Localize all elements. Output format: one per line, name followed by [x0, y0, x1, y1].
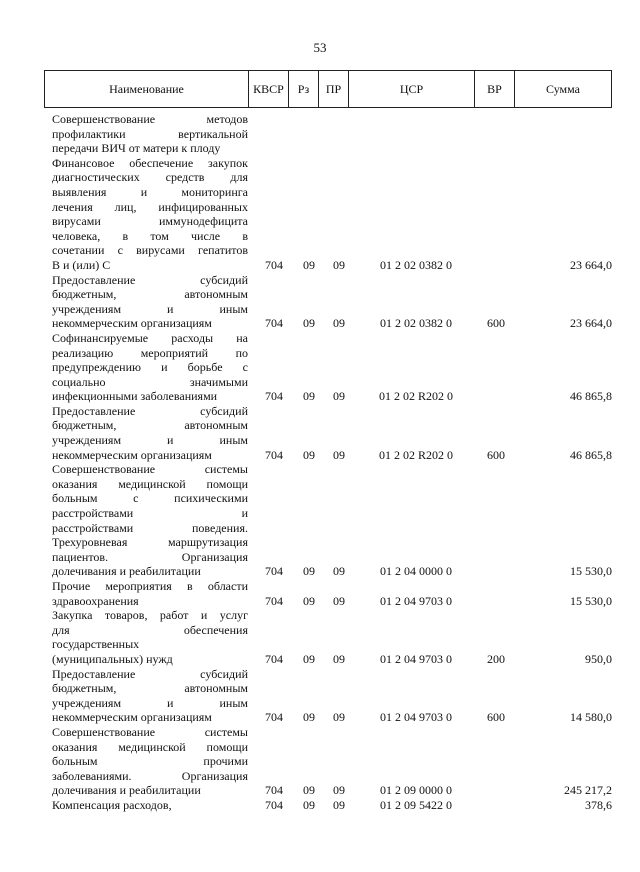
- row-name-line: социально значимыми: [52, 374, 248, 389]
- header-pr: ПР: [319, 71, 349, 107]
- row-csr: 01 2 09 0000 0: [380, 783, 452, 798]
- row-pr: 09: [333, 651, 345, 666]
- row-rz: 09: [303, 564, 315, 579]
- row-kvsr: 704: [265, 389, 283, 404]
- row-name-line: расстройствами поведения.: [52, 520, 248, 535]
- row-sum: 15 530,0: [570, 593, 612, 608]
- table-row: [52, 579, 612, 608]
- row-sum: 14 580,0: [570, 710, 612, 725]
- row-name-line: Прочие мероприятия в области: [52, 579, 248, 593]
- row-name-line: Финансовое обеспечение закупок: [52, 155, 248, 170]
- row-sum: 245 217,2: [564, 783, 612, 798]
- header-csr: ЦСР: [349, 71, 475, 107]
- row-pr: 09: [333, 257, 345, 272]
- row-name-line: инфекционными заболеваниями: [52, 389, 218, 404]
- row-csr: 01 2 04 0000 0: [380, 564, 452, 579]
- row-csr: 01 2 09 5422 0: [380, 797, 452, 812]
- row-csr: 01 2 02 0382 0: [380, 257, 452, 272]
- row-vr: 600: [487, 447, 505, 462]
- row-pr: 09: [333, 593, 345, 608]
- row-pr: 09: [333, 797, 345, 812]
- row-name-line: Совершенствование методов: [52, 112, 248, 126]
- row-rz: 09: [303, 316, 315, 331]
- row-name-line: диагностических средств для: [52, 170, 248, 185]
- row-name-line: учреждениям и иным: [52, 301, 248, 316]
- row-kvsr: 704: [265, 710, 283, 725]
- row-kvsr: 704: [265, 564, 283, 579]
- row-name-line: сочетании с вирусами гепатитов: [52, 243, 248, 258]
- row-sum: 378,6: [585, 797, 612, 812]
- table-row: [52, 667, 612, 725]
- row-pr: 09: [333, 564, 345, 579]
- row-rz: 09: [303, 593, 315, 608]
- table-row: [52, 462, 612, 579]
- row-rz: 09: [303, 710, 315, 725]
- row-sum: 950,0: [585, 651, 612, 666]
- row-name-line: лечения лиц, инфицированных: [52, 199, 248, 214]
- row-name-line: учреждениям и иным: [52, 433, 248, 448]
- row-name-line: вирусами иммунодефицита: [52, 214, 248, 229]
- row-name-line: расстройствами и: [52, 506, 248, 521]
- row-vr: 200: [487, 651, 505, 666]
- row-name: [52, 667, 248, 725]
- row-rz: 09: [303, 783, 315, 798]
- row-name-line: бюджетным, автономным: [52, 418, 248, 433]
- row-csr: 01 2 04 9703 0: [380, 651, 452, 666]
- header-rz: Рз: [289, 71, 319, 107]
- row-name: [52, 404, 248, 462]
- table-row: [52, 798, 612, 813]
- row-csr: 01 2 02 R202 0: [378, 389, 453, 404]
- row-vr: 600: [487, 316, 505, 331]
- row-kvsr: 704: [265, 797, 283, 812]
- row-name-line: передачи ВИЧ от матери к плоду: [52, 141, 221, 156]
- row-name-line: пациентов. Организация: [52, 549, 248, 564]
- row-name-line: Предоставление субсидий: [52, 272, 248, 287]
- row-name: [52, 579, 248, 608]
- table-body: [52, 112, 612, 813]
- row-name-line: профилактики вертикальной: [52, 126, 248, 141]
- row-name-line: некоммерческим организациям: [52, 316, 212, 331]
- row-sum: 23 664,0: [570, 257, 612, 272]
- row-sum: 46 865,8: [570, 447, 612, 462]
- row-name-line: В и (или) С: [52, 257, 111, 272]
- row-rz: 09: [303, 447, 315, 462]
- row-name-line: долечивания и реабилитации: [52, 564, 201, 579]
- row-name: [52, 112, 248, 156]
- row-name-line: бюджетным, автономным: [52, 681, 248, 696]
- row-sum: 23 664,0: [570, 316, 612, 331]
- page-number: 53: [313, 40, 327, 55]
- row-name-line: Трехуровневая маршрутизация: [52, 535, 248, 550]
- row-pr: 09: [333, 447, 345, 462]
- row-name-line: реализацию мероприятий по: [52, 345, 248, 360]
- table-header: [44, 70, 612, 108]
- row-rz: 09: [303, 389, 315, 404]
- row-name-line: Совершенствование системы: [52, 462, 248, 477]
- row-kvsr: 704: [265, 593, 283, 608]
- row-name: [52, 608, 248, 666]
- row-pr: 09: [333, 389, 345, 404]
- row-name: [52, 273, 248, 331]
- row-name-line: больным прочими: [52, 754, 248, 769]
- row-name-line: оказания медицинской помощи: [52, 739, 248, 754]
- table-row: [52, 331, 612, 404]
- header-sum: Сумма: [546, 81, 580, 96]
- row-name: [52, 331, 248, 404]
- row-csr: 01 2 02 0382 0: [380, 316, 452, 331]
- row-csr: 01 2 04 9703 0: [380, 710, 452, 725]
- row-kvsr: 704: [265, 316, 283, 331]
- row-name-line: Совершенствование системы: [52, 724, 248, 739]
- row-pr: 09: [333, 710, 345, 725]
- row-name-line: Компенсация расходов,: [52, 797, 172, 812]
- header-name: Наименование: [45, 71, 249, 107]
- row-name-line: Предоставление субсидий: [52, 666, 248, 681]
- table-row: [52, 156, 612, 273]
- row-pr: 09: [333, 316, 345, 331]
- row-name-line: больным с психическими: [52, 491, 248, 506]
- row-name-line: (муниципальных) нужд: [52, 651, 173, 666]
- row-name-line: Предоставление субсидий: [52, 403, 248, 418]
- row-name: [52, 725, 248, 798]
- row-csr: 01 2 02 R202 0: [378, 447, 453, 462]
- row-name-line: учреждениям и иным: [52, 695, 248, 710]
- row-kvsr: 704: [265, 651, 283, 666]
- row-name-line: здравоохранения: [52, 593, 139, 608]
- table-row: [52, 112, 612, 156]
- row-name-line: заболеваниями. Организация: [52, 768, 248, 783]
- row-csr: 01 2 04 9703 0: [380, 593, 452, 608]
- row-name: [52, 462, 248, 579]
- row-name-line: человека, в том числе в: [52, 228, 248, 243]
- header-vr: ВР: [475, 71, 515, 107]
- row-name-line: некоммерческим организациям: [52, 710, 212, 725]
- row-name-line: Софинансируемые расходы на: [52, 330, 248, 345]
- table-row: [52, 404, 612, 462]
- row-name-line: некоммерческим организациям: [52, 447, 212, 462]
- row-name-line: выявления и мониторинга: [52, 184, 248, 199]
- row-name-line: предупреждению и борьбе с: [52, 360, 248, 375]
- row-rz: 09: [303, 257, 315, 272]
- row-name-line: Закупка товаров, работ и услуг: [52, 608, 248, 623]
- row-rz: 09: [303, 651, 315, 666]
- table-row: [52, 725, 612, 798]
- row-name-line: государственных: [52, 637, 140, 652]
- row-name-line: бюджетным, автономным: [52, 287, 248, 302]
- row-name-line: оказания медицинской помощи: [52, 476, 248, 491]
- header-kvsr: КВСР: [249, 71, 289, 107]
- row-sum: 15 530,0: [570, 564, 612, 579]
- row-name-line: долечивания и реабилитации: [52, 783, 201, 798]
- row-vr: 600: [487, 710, 505, 725]
- table-row: [52, 608, 612, 666]
- row-sum: 46 865,8: [570, 389, 612, 404]
- row-rz: 09: [303, 797, 315, 812]
- row-name-line: для обеспечения: [52, 622, 248, 637]
- row-kvsr: 704: [265, 447, 283, 462]
- row-kvsr: 704: [265, 257, 283, 272]
- row-pr: 09: [333, 783, 345, 798]
- row-name: [52, 156, 248, 273]
- row-name: [52, 798, 248, 813]
- row-kvsr: 704: [265, 783, 283, 798]
- table-row: [52, 273, 612, 331]
